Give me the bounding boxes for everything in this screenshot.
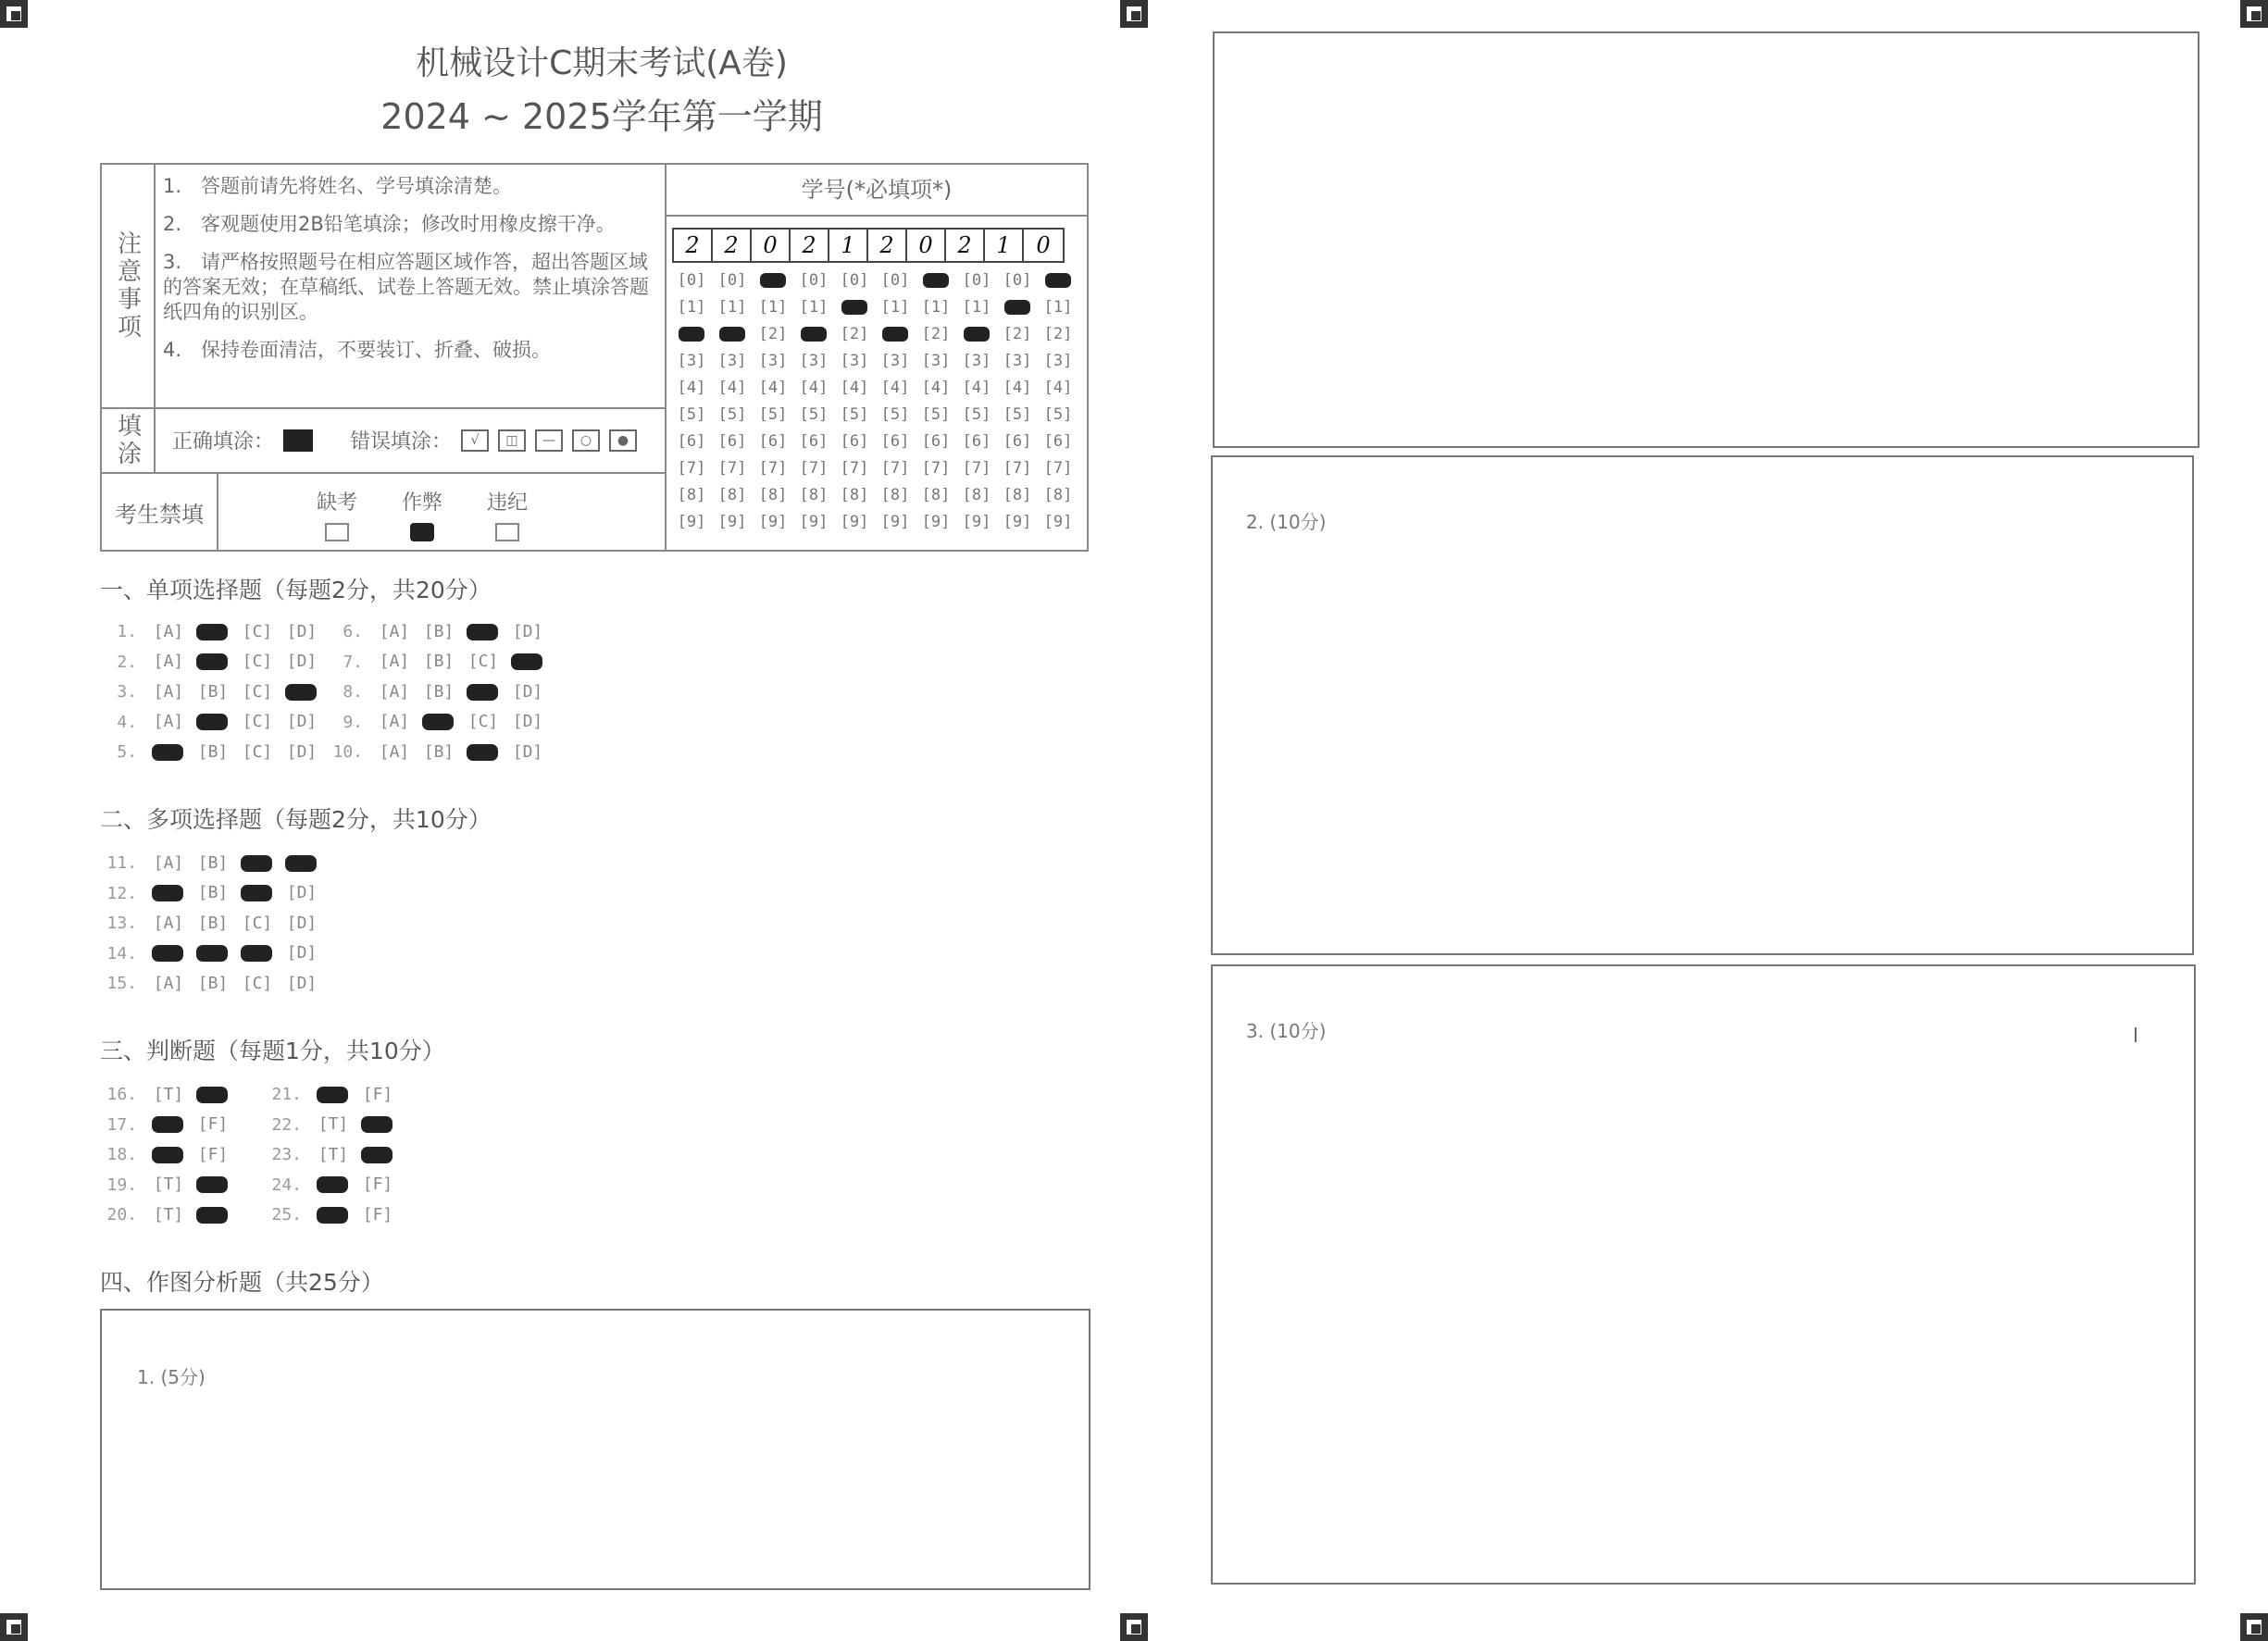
student-id-bubble[interactable]: [8] [758, 486, 788, 504]
student-id-bubble[interactable]: [4] [717, 379, 747, 397]
student-id-bubble[interactable]: [0] [677, 271, 706, 290]
question-row [100, 853, 324, 873]
question-row [100, 1175, 235, 1195]
student-id-bubble[interactable] [957, 324, 996, 344]
student-id-bubble[interactable]: [6] [717, 432, 747, 451]
answer-option-bubble[interactable]: [C] [242, 973, 273, 993]
answer-option-bubble[interactable] [191, 944, 235, 963]
answer-option-bubble[interactable]: [C] [467, 712, 499, 731]
question-row [265, 1145, 400, 1164]
student-id-bubble[interactable]: [7] [880, 459, 910, 478]
student-id-bubble[interactable]: [5] [799, 405, 829, 424]
status-checkbox[interactable] [410, 523, 434, 541]
student-id-bubble[interactable] [916, 270, 955, 291]
answer-option-bubble[interactable] [505, 653, 550, 671]
student-id-bubble[interactable]: [5] [840, 405, 869, 424]
student-id-bubble[interactable]: [6] [799, 432, 829, 451]
answer-option-bubble[interactable] [280, 854, 324, 873]
answer-option-bubble[interactable]: [C] [242, 621, 273, 641]
answer-option-bubble[interactable]: [D] [286, 943, 318, 963]
answer-option-bubble[interactable] [191, 1086, 235, 1104]
student-id-bubble[interactable] [1039, 270, 1078, 291]
student-id-digits [672, 228, 1065, 263]
student-id-bubble[interactable]: [1] [962, 298, 991, 317]
answer-option-bubble[interactable]: [C] [242, 681, 273, 702]
answer-option-bubble[interactable]: [D] [286, 973, 318, 993]
stray-mark [2135, 1027, 2137, 1042]
question-row [100, 622, 324, 641]
student-id-bubble[interactable]: [1] [758, 298, 788, 317]
answer-option-bubble[interactable]: [A] [153, 973, 184, 993]
student-id-bubble[interactable]: [1] [799, 298, 829, 317]
answer-option-bubble[interactable]: [A] [153, 681, 184, 702]
student-id-bubble[interactable]: [6] [880, 432, 910, 451]
fill-guide-heading: 填涂 [113, 413, 142, 468]
student-id-bubble[interactable]: [0] [962, 271, 991, 290]
question-number: 9. [343, 712, 363, 732]
student-id-bubble[interactable]: [2] [758, 325, 788, 343]
student-id-bubble[interactable]: [5] [962, 405, 991, 424]
exam-term: 2024 ~ 2025学年第一学期 [380, 96, 823, 137]
question-number: 11. [106, 853, 137, 873]
status-row [102, 474, 665, 550]
answer-option-bubble[interactable]: [A] [153, 852, 184, 873]
answer-option-bubble[interactable] [146, 743, 191, 762]
notes-heading: 注意事项 [113, 230, 142, 342]
student-id-bubble[interactable]: [0] [717, 271, 747, 290]
student-id-bubble[interactable]: [8] [1003, 486, 1032, 504]
question-row [100, 653, 324, 672]
question-row [326, 742, 550, 762]
student-id-bubble[interactable]: [5] [758, 405, 788, 424]
student-id-bubble[interactable]: [1] [717, 298, 747, 317]
student-id-bubble[interactable]: [2] [1043, 325, 1073, 343]
student-id-bubble[interactable]: [5] [921, 405, 951, 424]
student-id-digit[interactable]: 2 [946, 230, 985, 261]
question-number: 23. [271, 1145, 302, 1164]
student-id-bubble[interactable]: [7] [677, 459, 706, 478]
student-id-bubble[interactable]: [0] [880, 271, 910, 290]
student-id-bubble[interactable]: [7] [840, 459, 869, 478]
student-id-bubble[interactable]: [7] [717, 459, 747, 478]
student-id-bubble[interactable]: [6] [1043, 432, 1073, 451]
question-number: 7. [343, 652, 363, 672]
student-id-bubble[interactable]: [8] [840, 486, 869, 504]
answer-option-bubble[interactable] [146, 944, 191, 963]
answer-option-bubble[interactable]: [C] [242, 712, 273, 731]
student-id-bubble[interactable]: [3] [1043, 352, 1073, 370]
answer-option-bubble[interactable]: [D] [286, 712, 318, 731]
student-id-bubble[interactable]: [7] [921, 459, 951, 478]
question-number: 17. [106, 1114, 137, 1135]
student-id-bubble[interactable] [876, 324, 915, 344]
student-id-digit[interactable]: 0 [752, 230, 791, 261]
status-option-absent[interactable] [309, 487, 365, 541]
student-id-bubble[interactable]: [9] [799, 513, 829, 531]
student-id-bubble[interactable]: [7] [962, 459, 991, 478]
answer-option-bubble[interactable] [280, 683, 324, 702]
answer-option-bubble[interactable]: [A] [379, 741, 410, 762]
student-id-bubble[interactable]: [5] [880, 405, 910, 424]
question-row [326, 682, 550, 702]
question-number: 10. [332, 742, 363, 762]
answer-option-bubble[interactable]: [F] [197, 1144, 229, 1164]
answer-label-q3: 3. (10分) [1246, 1020, 1327, 1042]
status-option-label: 违纪 [486, 491, 528, 515]
question-number: 19. [106, 1175, 137, 1195]
answer-option-bubble[interactable]: [C] [242, 652, 273, 671]
answer-option-bubble[interactable] [191, 713, 235, 731]
question-number: 3. [117, 682, 137, 702]
question-number: 20. [106, 1205, 137, 1225]
student-id-bubble[interactable]: [4] [758, 379, 788, 397]
answer-option-bubble[interactable] [146, 1146, 191, 1164]
student-id-bubble[interactable]: [9] [921, 513, 951, 531]
student-id-bubble[interactable]: [5] [1003, 405, 1032, 424]
answer-option-bubble[interactable]: [F] [362, 1084, 393, 1104]
question-row [265, 1205, 400, 1225]
notes-heading-cell [102, 165, 156, 407]
student-id-bubble[interactable]: [4] [1043, 379, 1073, 397]
student-id-bubble[interactable]: [4] [880, 379, 910, 397]
question-number: 24. [271, 1175, 302, 1195]
wrong-fill-check-icon: √ [461, 429, 489, 452]
corner-marker-top-right [2240, 0, 2268, 28]
fill-guide-content [172, 426, 637, 454]
student-id-bubble[interactable]: [4] [921, 379, 951, 397]
question-row [100, 713, 324, 732]
student-id-bubble[interactable]: [3] [880, 352, 910, 370]
student-id-bubble[interactable]: [1] [921, 298, 951, 317]
question-row [100, 682, 324, 702]
student-id-bubble[interactable]: [8] [677, 486, 706, 504]
answer-option-bubble[interactable] [235, 944, 280, 963]
student-id-bubble[interactable]: [6] [677, 432, 706, 451]
student-id-digit[interactable]: 2 [791, 230, 829, 261]
student-id-bubble[interactable]: [0] [1003, 271, 1032, 290]
status-option-label: 作弊 [401, 491, 442, 515]
answer-option-bubble[interactable]: [T] [153, 1175, 184, 1194]
answer-option-bubble[interactable]: [A] [153, 652, 184, 671]
answer-box-q1[interactable] [100, 1309, 1090, 1590]
corner-marker-bottom-center [1120, 1613, 1148, 1641]
student-id-bubble[interactable]: [3] [799, 352, 829, 370]
correct-fill-sample [283, 429, 313, 452]
student-id-bubble[interactable]: [3] [758, 352, 788, 370]
student-id-bubble[interactable] [794, 324, 833, 344]
question-number: 5. [117, 742, 137, 762]
student-id-bubble[interactable]: [9] [840, 513, 869, 531]
student-id-digit[interactable]: 2 [713, 230, 752, 261]
answer-option-bubble[interactable] [417, 713, 461, 731]
note-item: 1. 答题前请先将姓名、学号填涂清楚。 [163, 175, 513, 197]
answer-option-bubble[interactable]: [A] [379, 712, 410, 731]
answer-option-bubble[interactable]: [A] [153, 712, 184, 731]
answer-option-bubble[interactable]: [T] [318, 1114, 349, 1134]
answer-option-bubble[interactable]: [D] [512, 681, 543, 702]
answer-option-bubble[interactable] [311, 1175, 355, 1194]
status-checkbox[interactable] [495, 523, 519, 541]
student-id-bubble[interactable]: [4] [799, 379, 829, 397]
question-number: 25. [271, 1205, 302, 1225]
student-id-bubble[interactable]: [7] [1043, 459, 1073, 478]
question-row [265, 1115, 400, 1135]
status-heading: 考生禁填 [102, 474, 218, 550]
note-item: 2. 客观题使用2B铅笔填涂；修改时用橡皮擦干净。 [163, 213, 616, 235]
student-id-digit[interactable]: 1 [985, 230, 1024, 261]
correct-fill-label: 正确填涂： [172, 430, 275, 454]
corner-marker-top-left [0, 0, 28, 28]
answer-option-bubble[interactable]: [A] [153, 621, 184, 641]
question-row [326, 713, 550, 732]
answer-option-bubble[interactable] [461, 743, 505, 762]
fill-guide-heading-cell [102, 409, 156, 472]
student-id-bubble[interactable]: [9] [962, 513, 991, 531]
answer-option-bubble[interactable]: [B] [197, 973, 229, 993]
student-id-bubble[interactable]: [0] [840, 271, 869, 290]
question-row [100, 884, 324, 903]
student-id-bubble[interactable]: [6] [1003, 432, 1032, 451]
student-id-bubble[interactable]: [9] [758, 513, 788, 531]
question-number: 8. [343, 682, 363, 702]
student-id-digit[interactable]: 2 [674, 230, 713, 261]
question-number: 15. [106, 974, 137, 993]
answer-option-bubble[interactable]: [B] [197, 913, 229, 933]
answer-option-bubble[interactable]: [B] [197, 883, 229, 902]
answer-option-bubble[interactable]: [D] [512, 712, 543, 731]
answer-option-bubble[interactable]: [F] [362, 1175, 393, 1194]
note-item: 4. 保持卷面清洁，不要装订、折叠、破损。 [163, 339, 552, 361]
student-id-digit[interactable]: 1 [829, 230, 868, 261]
fill-guide-row [102, 407, 665, 474]
answer-box-q2[interactable] [1211, 455, 2194, 955]
answer-option-bubble[interactable]: [B] [423, 652, 455, 671]
student-id-bubble[interactable]: [9] [1043, 513, 1073, 531]
answer-option-bubble[interactable] [191, 1175, 235, 1194]
answer-option-bubble[interactable]: [D] [512, 621, 543, 641]
answer-option-bubble[interactable]: [F] [197, 1114, 229, 1134]
answer-option-bubble[interactable]: [D] [286, 741, 318, 762]
section2-title: 二、多项选择题（每题2分，共10分） [100, 806, 492, 833]
answer-option-bubble[interactable]: [D] [286, 883, 318, 902]
question-row [100, 944, 324, 963]
student-id-bubble[interactable]: [1] [677, 298, 706, 317]
student-id-bubble[interactable]: [2] [1003, 325, 1032, 343]
answer-option-bubble[interactable]: [D] [286, 652, 318, 671]
student-id-bubble[interactable]: [5] [717, 405, 747, 424]
answer-option-bubble[interactable]: [C] [467, 652, 499, 671]
student-id-bubble[interactable]: [3] [921, 352, 951, 370]
student-id-bubble[interactable]: [3] [962, 352, 991, 370]
answer-option-bubble[interactable] [461, 683, 505, 702]
student-id-bubble[interactable]: [6] [840, 432, 869, 451]
student-id-bubble[interactable]: [6] [921, 432, 951, 451]
answer-option-bubble[interactable] [355, 1115, 400, 1134]
question-number: 18. [106, 1145, 137, 1164]
question-number: 4. [117, 712, 137, 732]
question-number: 21. [271, 1085, 302, 1104]
question-number: 2. [117, 652, 137, 672]
answer-option-bubble[interactable] [311, 1206, 355, 1225]
answer-option-bubble[interactable]: [B] [423, 621, 455, 641]
question-row [100, 1145, 235, 1164]
question-number: 12. [106, 883, 137, 903]
student-id-digit[interactable]: 2 [868, 230, 907, 261]
answer-option-bubble[interactable]: [T] [153, 1084, 184, 1104]
student-id-bubble[interactable]: [7] [1003, 459, 1032, 478]
question-row [265, 1175, 400, 1195]
student-id-bubble[interactable]: [1] [880, 298, 910, 317]
answer-option-bubble[interactable] [191, 653, 235, 671]
wrong-fill-dash-icon: — [535, 429, 563, 452]
status-option-violation[interactable] [480, 487, 535, 541]
question-row [100, 914, 324, 933]
answer-option-bubble[interactable]: [D] [512, 741, 543, 762]
answer-option-bubble[interactable] [146, 1115, 191, 1134]
student-id-bubble[interactable]: [9] [880, 513, 910, 531]
question-number: 16. [106, 1085, 137, 1104]
student-id-bubble[interactable]: [1] [1043, 298, 1073, 317]
wrong-fill-split-icon: ◫ [498, 429, 526, 452]
student-id-bubble[interactable]: [4] [840, 379, 869, 397]
answer-option-bubble[interactable]: [A] [379, 681, 410, 702]
student-id-bubble[interactable]: [8] [1043, 486, 1073, 504]
student-id-bubble[interactable]: [8] [921, 486, 951, 504]
answer-option-bubble[interactable] [235, 854, 280, 873]
student-id-bubble[interactable]: [5] [1043, 405, 1073, 424]
answer-option-bubble[interactable] [235, 884, 280, 902]
student-id-bubble[interactable]: [9] [677, 513, 706, 531]
student-id-heading: 学号(*必填项*) [667, 165, 1087, 217]
question-number: 22. [271, 1114, 302, 1135]
student-id-bubble[interactable]: [9] [1003, 513, 1032, 531]
student-id-digit[interactable]: 0 [907, 230, 946, 261]
answer-option-bubble[interactable] [461, 623, 505, 641]
corner-marker-bottom-right [2240, 1613, 2268, 1641]
question-number: 13. [106, 914, 137, 933]
corner-marker-top-center [1120, 0, 1148, 28]
student-id-bubble[interactable]: [8] [799, 486, 829, 504]
student-id-bubble[interactable] [835, 297, 874, 317]
answer-option-bubble[interactable] [146, 884, 191, 902]
section3-title: 三、判断题（每题1分，共10分） [100, 1038, 445, 1064]
answer-box-continuation[interactable] [1213, 31, 2199, 448]
answer-option-bubble[interactable]: [A] [379, 652, 410, 671]
student-id-bubble[interactable] [672, 324, 711, 344]
student-id-bubble[interactable]: [8] [962, 486, 991, 504]
question-row [326, 622, 550, 641]
student-id-bubble[interactable]: [4] [962, 379, 991, 397]
exam-title: 机械设计C期末考试(A卷) [416, 44, 788, 82]
answer-option-bubble[interactable]: [B] [423, 681, 455, 702]
student-id-bubble[interactable]: [6] [962, 432, 991, 451]
answer-option-bubble[interactable]: [B] [197, 681, 229, 702]
student-id-bubble[interactable]: [2] [840, 325, 869, 343]
answer-option-bubble[interactable]: [A] [379, 621, 410, 641]
answer-label-q2: 2. (10分) [1246, 511, 1327, 533]
wrong-fill-circle-icon: ○ [572, 429, 600, 452]
question-number: 1. [117, 622, 137, 641]
question-number: 6. [343, 622, 363, 641]
answer-option-bubble[interactable]: [D] [286, 913, 318, 933]
student-id-bubble[interactable]: [3] [677, 352, 706, 370]
wrong-fill-label: 错误填涂： [350, 430, 453, 454]
answer-option-bubble[interactable]: [F] [362, 1204, 393, 1225]
wrong-fill-dot-icon: ● [609, 429, 637, 452]
student-id-area [665, 165, 1087, 550]
status-option-label: 缺考 [316, 491, 357, 515]
question-row [100, 1205, 235, 1225]
student-id-bubble[interactable]: [3] [1003, 352, 1032, 370]
student-id-bubble[interactable]: [7] [758, 459, 788, 478]
student-id-bubble[interactable]: [4] [677, 379, 706, 397]
student-id-bubble[interactable]: [8] [880, 486, 910, 504]
question-row [265, 1085, 400, 1104]
section4-title: 四、作图分析题（共25分） [100, 1269, 384, 1296]
answer-option-bubble[interactable]: [A] [153, 913, 184, 933]
question-row [100, 1115, 235, 1135]
status-option-cheating[interactable] [394, 487, 450, 541]
answer-option-bubble[interactable]: [D] [286, 621, 318, 641]
question-number: 14. [106, 943, 137, 963]
notes-list [163, 174, 663, 376]
student-id-bubble[interactable]: [2] [921, 325, 951, 343]
student-id-bubble[interactable]: [0] [799, 271, 829, 290]
student-id-bubble[interactable]: [7] [799, 459, 829, 478]
answer-option-bubble[interactable]: [C] [242, 741, 273, 762]
answer-label-q1: 1. (5分) [137, 1366, 206, 1388]
student-id-bubble[interactable]: [3] [840, 352, 869, 370]
status-checkbox[interactable] [325, 523, 349, 541]
answer-option-bubble[interactable] [355, 1146, 400, 1164]
answer-option-bubble[interactable]: [B] [197, 852, 229, 873]
student-id-bubble[interactable]: [6] [758, 432, 788, 451]
corner-marker-bottom-left [0, 1613, 28, 1641]
student-id-bubble[interactable] [998, 297, 1037, 317]
student-id-bubble[interactable]: [3] [717, 352, 747, 370]
student-id-bubble[interactable]: [4] [1003, 379, 1032, 397]
info-box [100, 163, 1089, 552]
student-id-bubble[interactable] [713, 324, 752, 344]
answer-option-bubble[interactable]: [C] [242, 913, 273, 933]
question-row [100, 742, 324, 762]
answer-option-bubble[interactable]: [B] [423, 741, 455, 762]
answer-option-bubble[interactable] [191, 1206, 235, 1225]
answer-option-bubble[interactable]: [T] [318, 1144, 349, 1164]
answer-option-bubble[interactable] [191, 623, 235, 641]
section1-title: 一、单项选择题（每题2分，共20分） [100, 577, 492, 603]
answer-option-bubble[interactable] [311, 1086, 355, 1104]
answer-option-bubble[interactable]: [T] [153, 1204, 184, 1225]
question-row [100, 1085, 235, 1104]
note-item: 3. 请严格按照题号在相应答题区域作答，超出答题区域的答案无效；在草稿纸、试卷上答题无效。禁止填涂答题纸四角的识别区。 [163, 251, 649, 323]
question-row [326, 653, 550, 672]
student-id-bubble[interactable]: [8] [717, 486, 747, 504]
student-id-bubble[interactable] [754, 270, 792, 291]
student-id-digit[interactable]: 0 [1036, 232, 1051, 258]
answer-option-bubble[interactable]: [B] [197, 741, 229, 762]
question-row [100, 974, 324, 993]
student-id-bubble[interactable]: [5] [677, 405, 706, 424]
student-id-bubble[interactable]: [9] [717, 513, 747, 531]
answer-box-q3[interactable] [1211, 964, 2196, 1585]
